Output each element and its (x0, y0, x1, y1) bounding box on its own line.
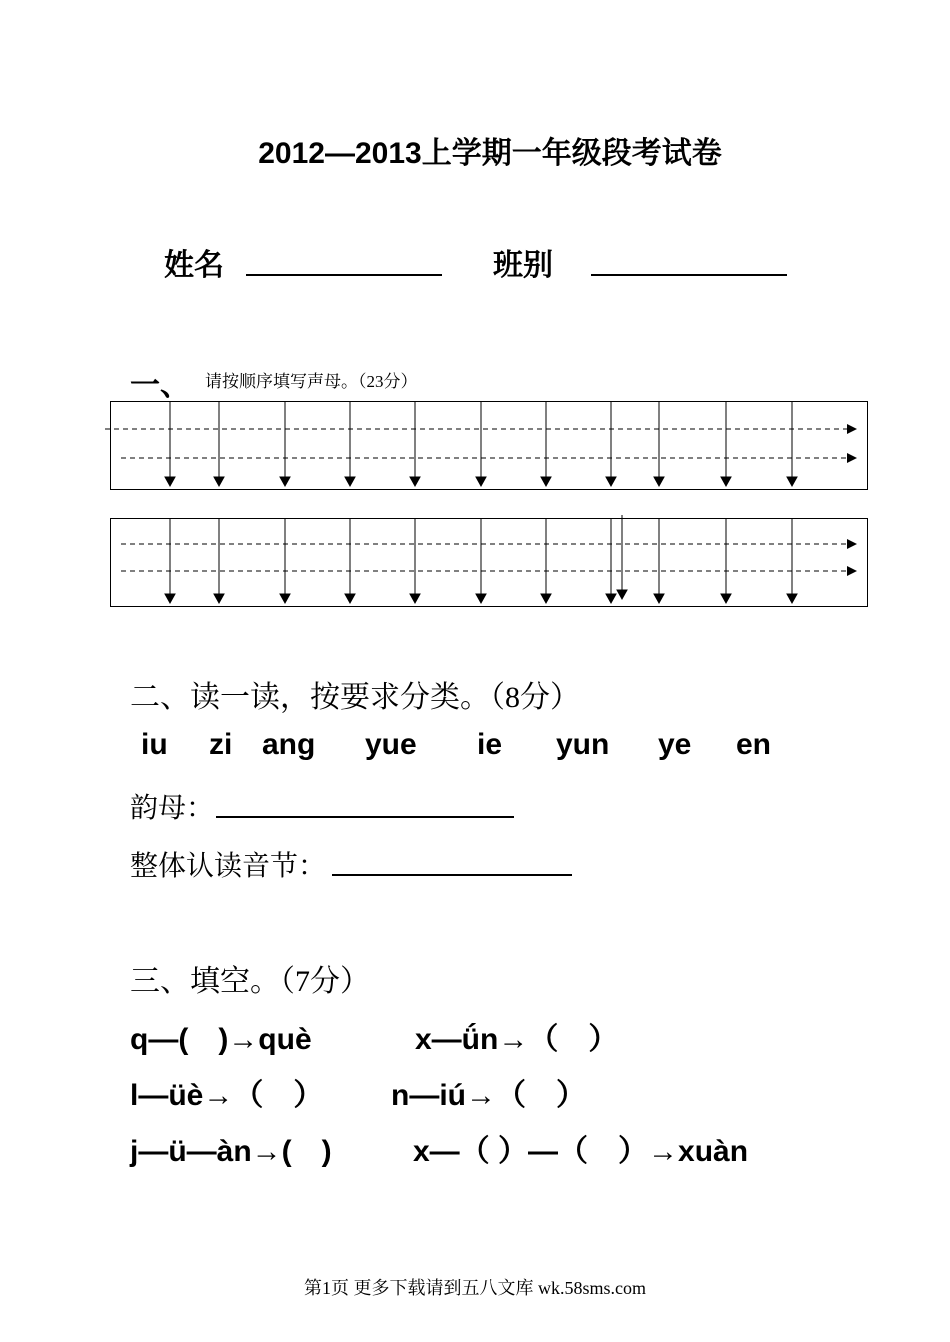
section1-number: 一、 (130, 369, 190, 402)
zhengti-blank[interactable] (332, 874, 572, 876)
class-label: 班别 (493, 249, 553, 282)
section1-instruction: 请按顺序填写声母。（23分） (205, 372, 418, 391)
syllable-ang: ang (262, 728, 316, 761)
section3-heading: 三、填空。（7分） (130, 965, 370, 998)
yunmu-blank[interactable] (216, 816, 514, 818)
syllable-ie: ie (477, 728, 503, 761)
shengmu-grid-2 (111, 519, 867, 606)
syllable-ye: ye (658, 728, 692, 761)
fill-n-iu[interactable]: n—iú→（ ） (391, 1079, 586, 1112)
class-blank[interactable] (591, 274, 787, 276)
fill-j-u-an[interactable]: j—ü—àn→( ) (130, 1135, 332, 1168)
fill-x-xuan[interactable]: x—（ ）—（ ）→xuàn (413, 1135, 749, 1168)
fill-l-ue[interactable]: l—üè→（ ） (130, 1079, 324, 1112)
fill-x-un[interactable]: x—ǘn→（ ） (415, 1023, 619, 1056)
syllable-yun: yun (556, 728, 610, 761)
zhengti-label: 整体认读音节： (130, 851, 327, 882)
shengmu-table-2[interactable] (110, 518, 868, 607)
fill-q-que[interactable]: q—( )→què (130, 1023, 312, 1056)
name-label: 姓名 (164, 249, 224, 282)
syllable-yue: yue (365, 728, 417, 761)
yunmu-label: 韵母： (130, 793, 215, 824)
name-blank[interactable] (246, 274, 442, 276)
syllable-iu: iu (141, 728, 168, 761)
syllable-en: en (736, 728, 772, 761)
shengmu-grid-1 (111, 402, 867, 489)
page-title: 2012—2013上学期一年级段考试卷 (258, 137, 722, 170)
page-footer: 第1页 更多下载请到五八文库 wk.58sms.com (304, 1278, 646, 1298)
shengmu-table-1[interactable] (110, 401, 868, 490)
syllable-zi: zi (209, 728, 233, 761)
section2-heading: 二、读一读，按要求分类。（8分） (130, 681, 580, 714)
